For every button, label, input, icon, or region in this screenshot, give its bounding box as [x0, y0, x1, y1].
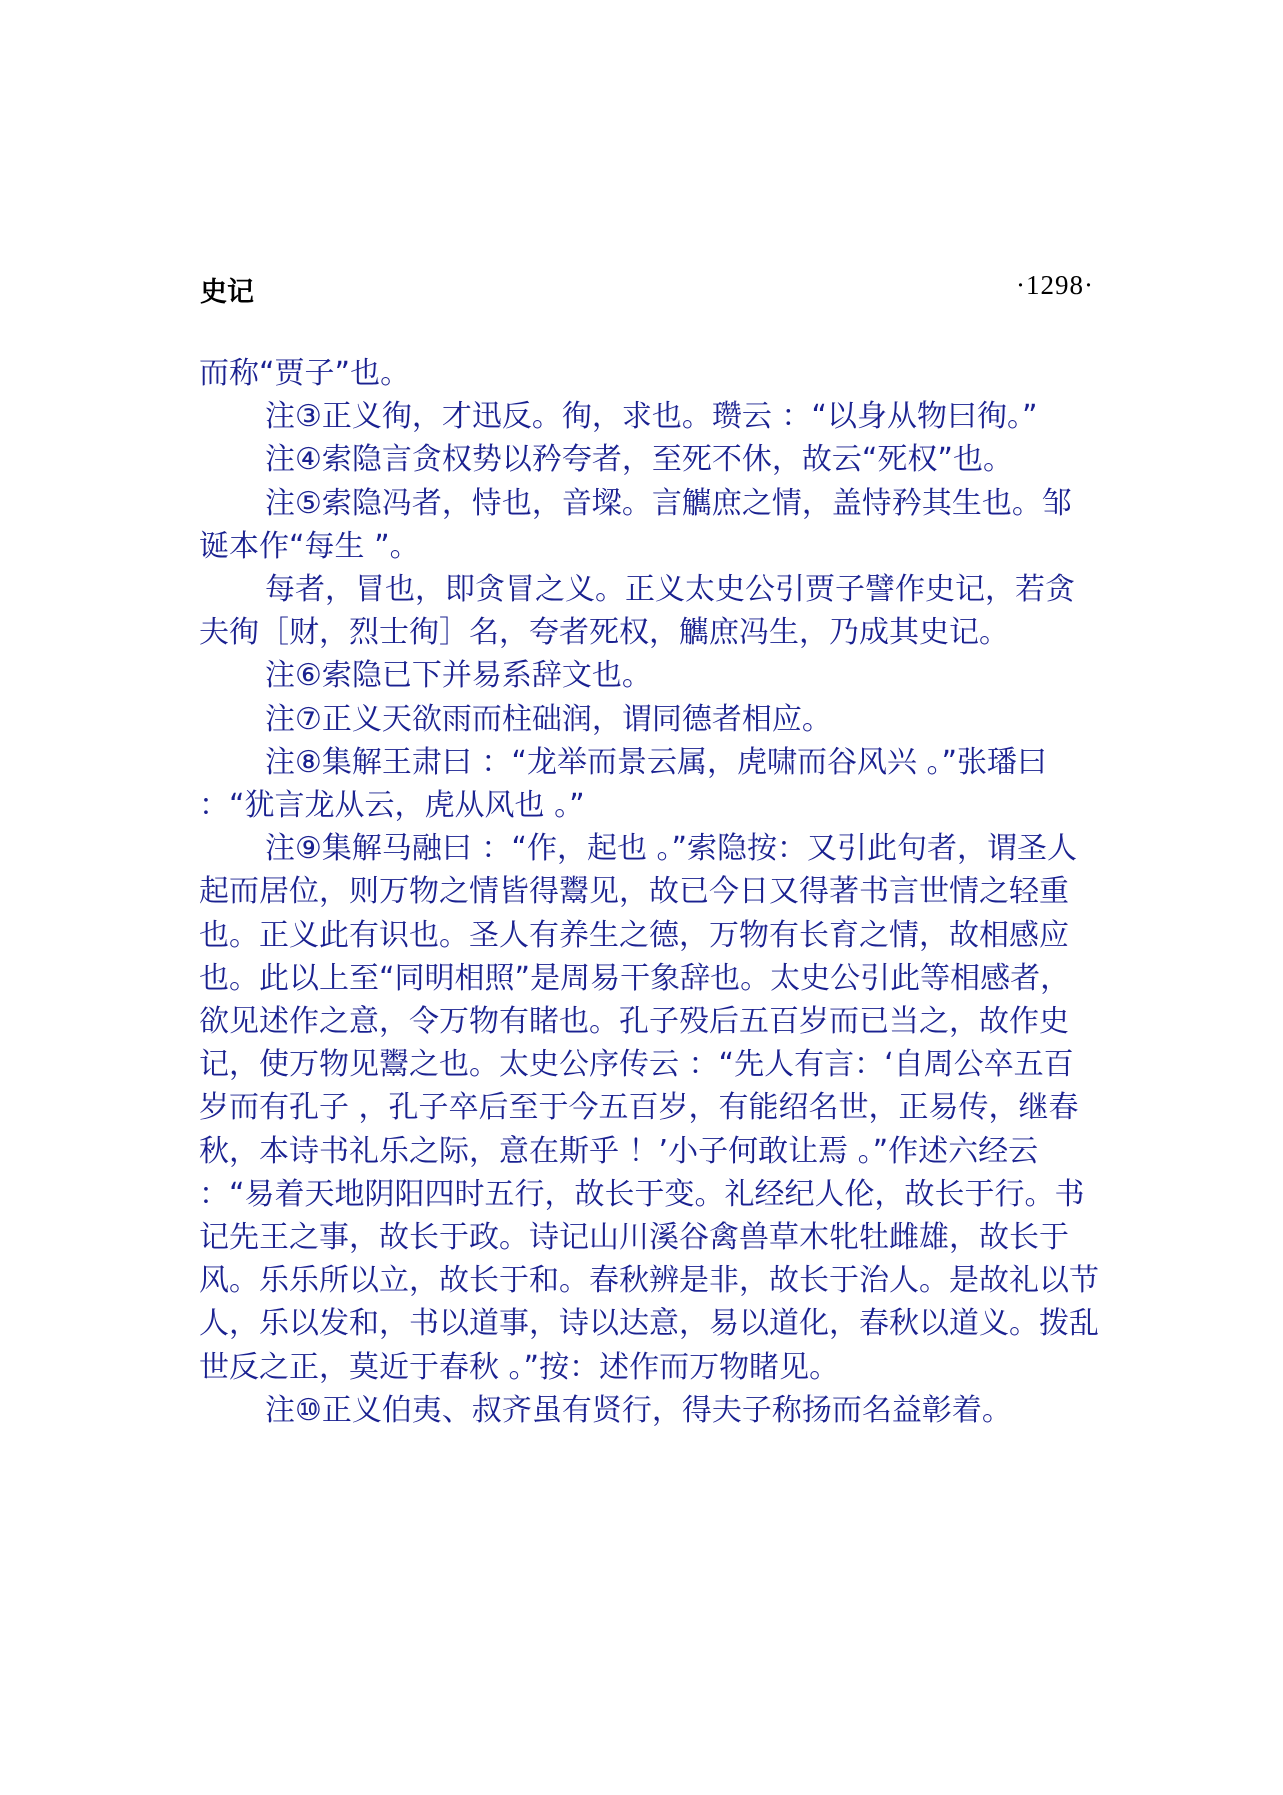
page-header [200, 270, 1094, 310]
note-10: 注⑩正义伯夷、叔齐虽有贤行，得夫子称扬而名益彰着。 [265, 1392, 1012, 1428]
page-number: ·1298· [1016, 270, 1094, 300]
note-6: 注⑥索隐已下并易系辞文也。 [265, 658, 652, 694]
paragraph-continuation: 而称“贾子”也。 [199, 356, 411, 391]
note-5: 注⑤索隐冯者，恃也，音墚。言觽庶之情，盖恃矜其生也。邹诞本作“每生 ”。 [199, 485, 1072, 564]
note-3: 注③正义徇，才迅反。徇，求也。瓒云 ：“以身从物曰徇。” [265, 399, 1038, 435]
note-9: 注⑨集解马融曰 ：“作，起也 。”索隐按：又引此句者，谓圣人起而居位，则万物之情皆得鬻见，故已今日又得著书言世情之轻重也。正义此有识也。圣人有养生之德，万物有长育之情，故相感应也。此以上至“同明相照”是周易干象辞也。太史公引此等相感者，欲见述作之意，令万物有睹也。孔子殁后五百岁而已当之，故作史记，使万物见鬻之也。太史公序传云 ：“先人有言：‘自周公卒五百岁而有孔子 ，孔子卒后至于今五百岁，有能绍名世，正易传，继春秋，本诗书礼乐之际，意在斯乎 ！’小子何敢让焉 。”作述六经云 ：“易着天地阴阳四时五行，故长于变。礼经纪人伦，故长于行。书记先王之事，故长于政。诗记山川溪谷禽兽草木牝牡雌雄，故长于风。乐乐所以立，故长于和。春秋辨是非，故长于治人。是故礼以节人，乐以发和，书以道事，诗以达意，易以道化，春秋以道义。拨乱世反之正，莫近于春秋 。”按：述作而万物睹见。 [199, 831, 1099, 1385]
note-4: 注④索隐言贪权势以矜夸者，至死不休，故云“死权”也。 [265, 442, 1013, 478]
note-7: 注⑦正义天欲雨而柱础润，谓同德者相应。 [265, 701, 832, 737]
note-8: 注⑧集解王肃曰 ：“龙举而景云属，虎啸而谷风兴 。”张璠曰 ：“犹言龙从云，虎从风也 。” [199, 744, 1048, 824]
note-5-continued: 每者，冒也，即贪冒之义。正义太史公引贾子譬作史记，若贪夫徇［财，烈士徇］名，夸者死权，觽庶冯生，乃成其史记。 [199, 572, 1075, 651]
body-text [199, 352, 1099, 1432]
book-title: 史记 [200, 277, 254, 308]
